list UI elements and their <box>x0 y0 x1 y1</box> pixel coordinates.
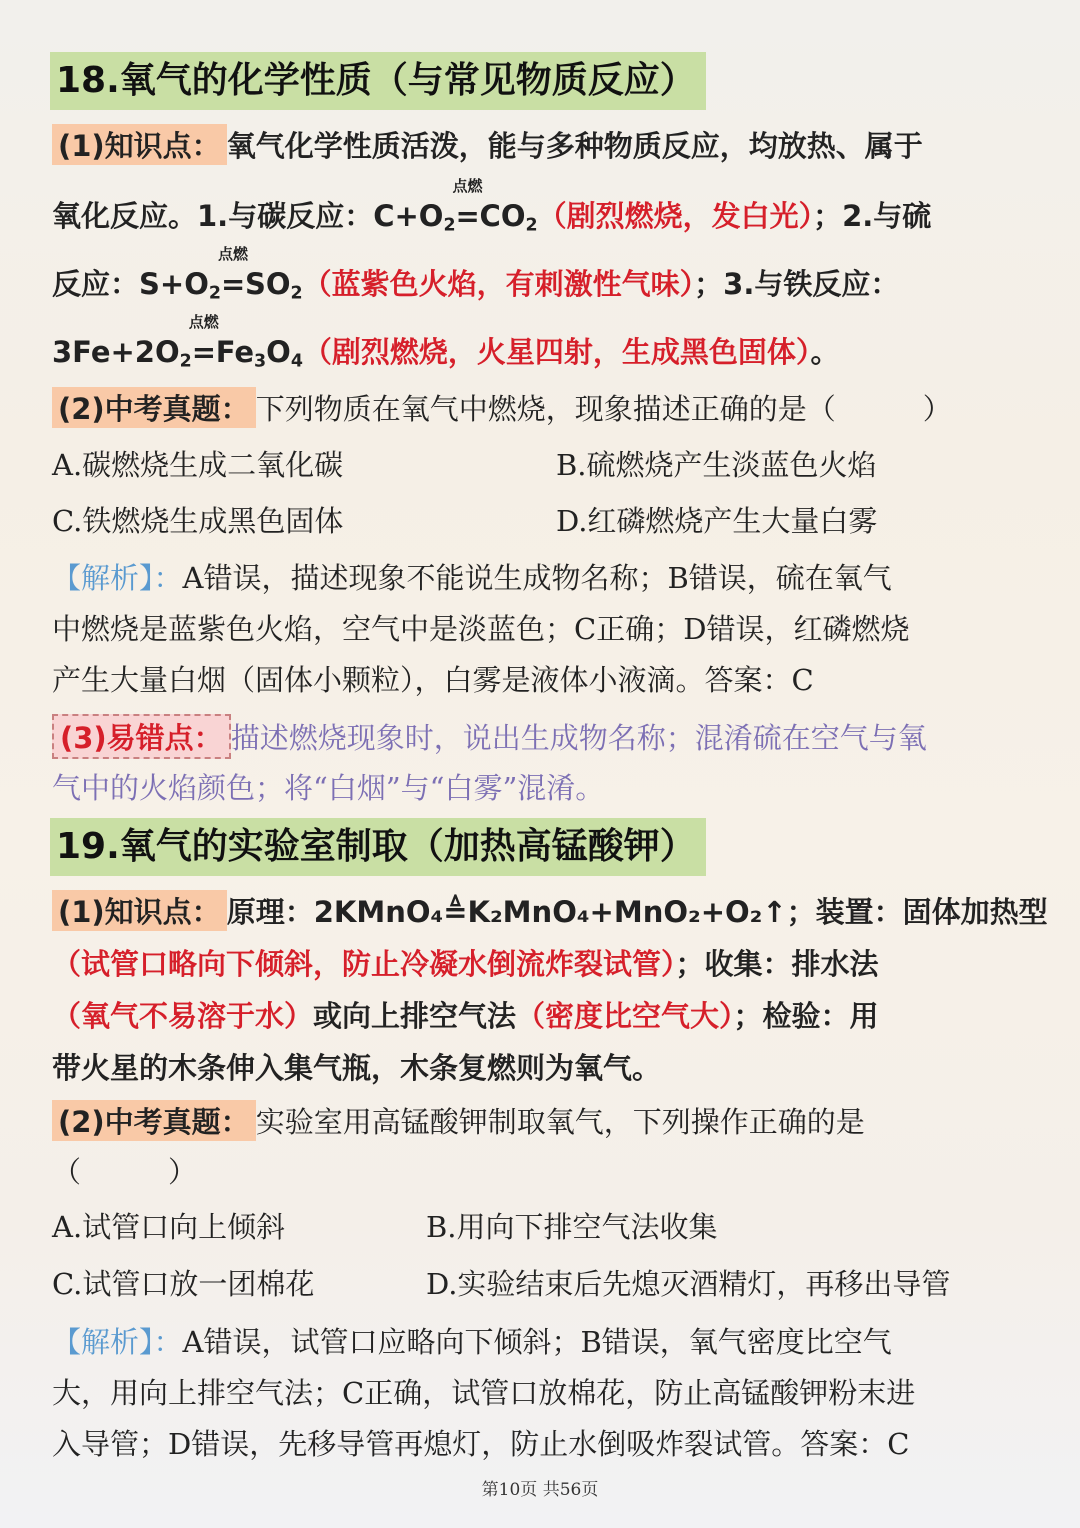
s18-option-d: D.红磷燃烧产生大量白雾 <box>556 504 878 538</box>
section-19-title: 19.氧气的实验室制取（加热高锰酸钾） <box>50 818 706 876</box>
s19-question-tag: (2)中考真题： <box>52 1100 256 1141</box>
s19-analysis-line-2: 大，用向上排空气法；C正确，试管口放棉花，防止高锰酸钾粉末进 <box>52 1376 916 1410</box>
s18-analysis-line-1: 【解析】：A错误，描述现象不能说生成物名称；B错误，硫在氧气 <box>52 561 892 595</box>
s19-knowledge-line-4: 带火星的木条伸入集气瓶，木条复燃则为氧气。 <box>52 1051 662 1085</box>
equation-carbon: $C+O_2$ 点燃 $=CO_2$ <box>373 177 538 236</box>
s18-option-a: A.碳燃烧生成二氧化碳 <box>52 448 344 482</box>
s18-analysis-line-3: 产生大量白烟（固体小颗粒），白雾是液体小液滴。答案：C <box>52 663 814 697</box>
s19-question-line-1: (2)中考真题： 实验室用高锰酸钾制取氧气，下列操作正确的是 <box>52 1100 865 1141</box>
s19-option-b: B.用向下排空气法收集 <box>426 1210 718 1244</box>
s19-question-line-2: （ ） <box>52 1155 198 1189</box>
s19-analysis-line-3: 入导管；D错误，先移导管再熄灯，防止水倒吸炸裂试管。答案：C <box>52 1427 910 1461</box>
s19-option-c: C.试管口放一团棉花 <box>52 1267 315 1301</box>
s19-analysis-line-1: 【解析】：A错误，试管口应略向下倾斜；B错误，氧气密度比空气 <box>52 1325 892 1359</box>
s18-error-tag: (3)易错点： <box>52 714 231 759</box>
s19-knowledge-line-1: (1)知识点： 原理：2KMnO₄≜K₂MnO₄+MnO₂+O₂↑；装置：固体加热型 <box>52 890 1048 931</box>
s18-option-b: B.硫燃烧产生淡蓝色火焰 <box>556 448 877 482</box>
page-footer: 第10页 共56页 <box>481 1480 599 1500</box>
s18-knowledge-tag: (1)知识点： <box>52 124 227 165</box>
s18-knowledge-line-1: (1)知识点： 氧气化学性质活泼，能与多种物质反应，均放热、属于 <box>52 124 923 165</box>
s18-analysis-line-2: 中燃烧是蓝紫色火焰，空气中是淡蓝色；C正确；D错误，红磷燃烧 <box>52 612 910 646</box>
s19-knowledge-line-3: （氧气不易溶于水）或向上排空气法（密度比空气大）；检验：用 <box>52 999 879 1033</box>
s19-analysis-tag: 【解析】 <box>52 1325 154 1359</box>
s19-option-a: A.试管口向上倾斜 <box>52 1210 286 1244</box>
s18-error-line-1: (3)易错点： 描述燃烧现象时，说出生成物名称；混淆硫在空气与氧 <box>52 714 927 759</box>
section-18-title: 18.氧气的化学性质（与常见物质反应） <box>50 52 706 110</box>
equation-sulfur: $S+O_2$ 点燃 $=SO_2$ <box>139 245 303 304</box>
s19-knowledge-tag: (1)知识点： <box>52 890 227 931</box>
equation-kmno4: 2KMnO₄≜K₂MnO₄+MnO₂+O₂↑ <box>313 895 787 929</box>
s18-question-tag: (2)中考真题： <box>52 387 256 428</box>
s18-error-line-2: 气中的火焰颜色；将“白烟”与“白雾”混淆。 <box>52 771 605 805</box>
s19-knowledge-line-2: （试管口略向下倾斜，防止冷凝水倒流炸裂试管）；收集：排水法 <box>52 947 879 981</box>
s18-option-c: C.铁燃烧生成黑色固体 <box>52 504 344 538</box>
s18-knowledge-line-4: $3Fe+2O_2$ 点燃 $=Fe_3O_4$（剧烈燃烧，火星四射，生成黑色固体）。 <box>52 313 840 372</box>
s18-analysis-tag: 【解析】 <box>52 561 154 595</box>
s18-question: (2)中考真题： 下列物质在氧气中燃烧，现象描述正确的是（ ） <box>52 387 952 428</box>
equation-iron: $3Fe+2O_2$ 点燃 $=Fe_3O_4$ <box>52 313 303 372</box>
s18-knowledge-line-3: 反应：$S+O_2$ 点燃 $=SO_2$（蓝紫色火焰，有刺激性气味）；3.与铁反应： <box>52 245 900 304</box>
s18-knowledge-line-2: 氧化反应。1.与碳反应：$C+O_2$ 点燃 $=CO_2$（剧烈燃烧，发白光）；2.与硫 <box>52 177 932 236</box>
s19-option-d: D.实验结束后先熄灭酒精灯，再移出导管 <box>426 1267 951 1301</box>
